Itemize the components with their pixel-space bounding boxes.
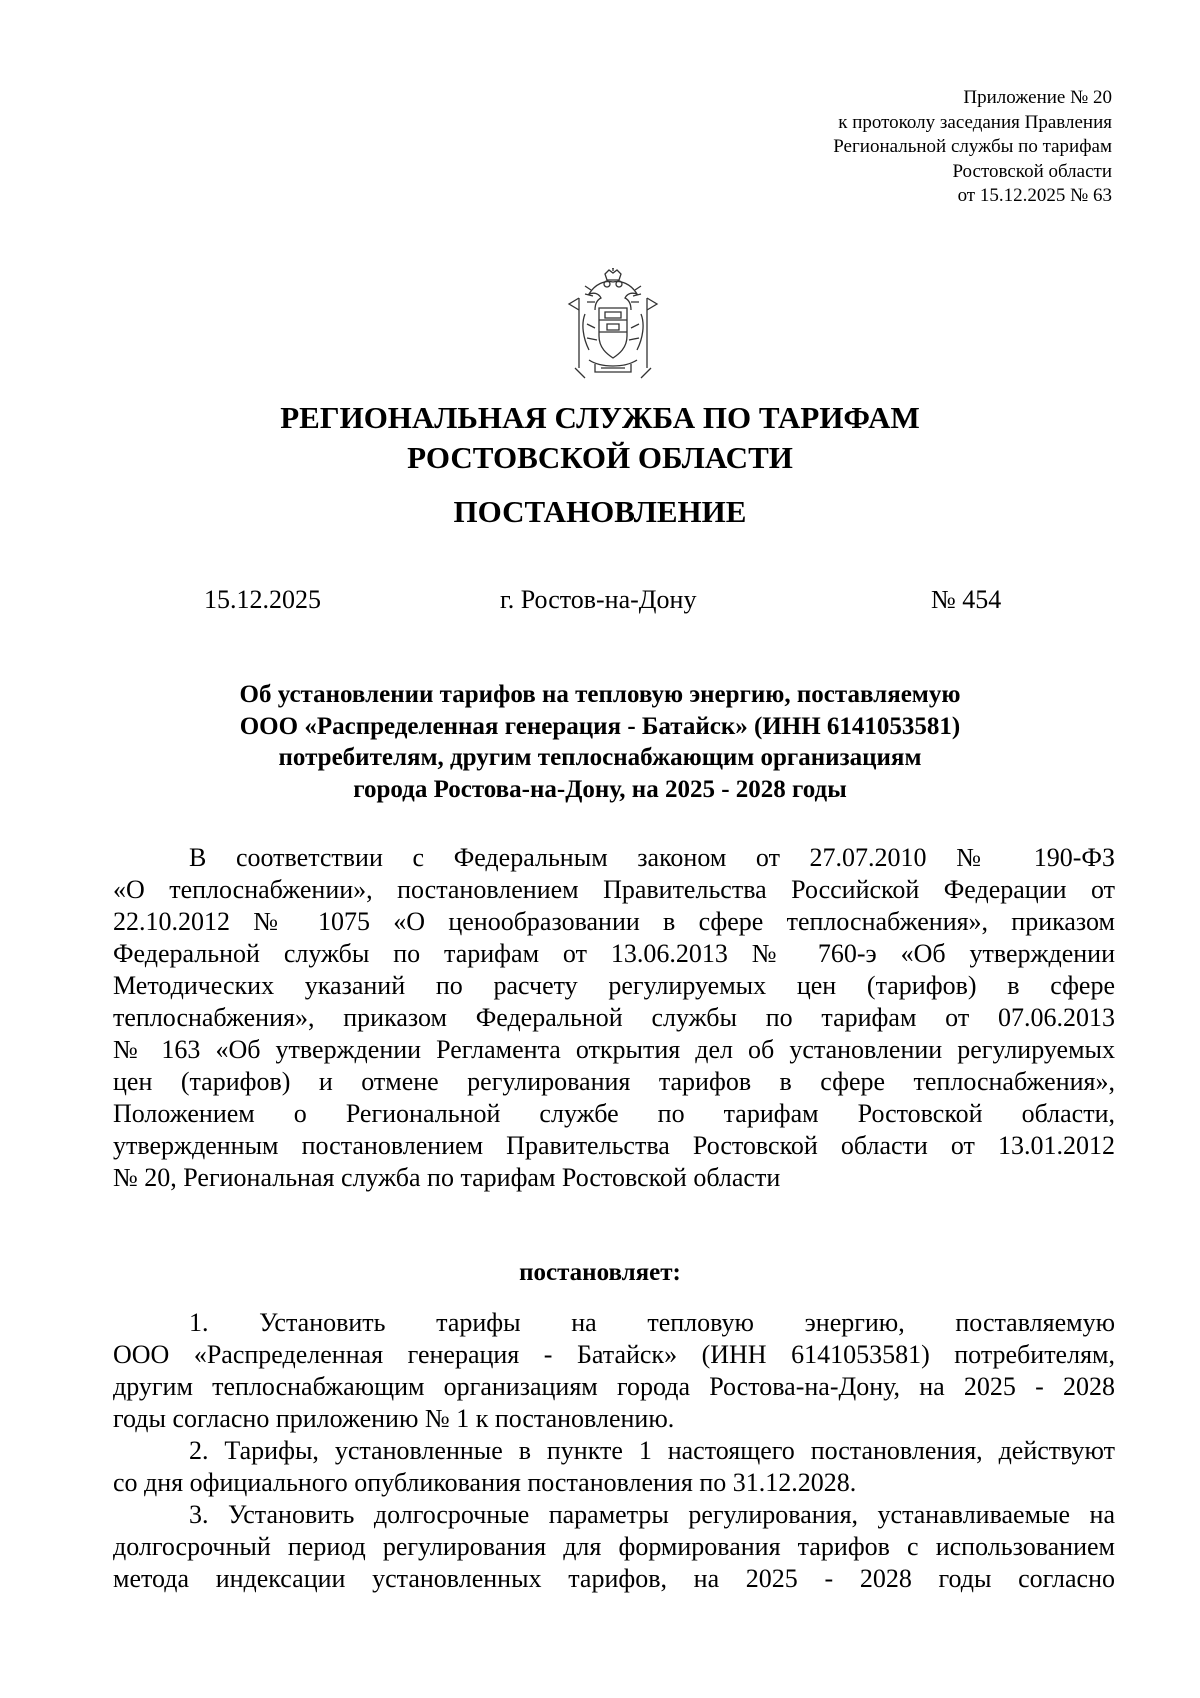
paragraph-line: № 20, Региональная служба по тарифам Ростовской области (113, 1163, 781, 1192)
organization-title-line: РОСТОВСКОЙ ОБЛАСТИ (407, 440, 793, 475)
item-2-line: со дня официального опубликования постановления по 31.12.2028. (113, 1468, 857, 1497)
subject-line: потребителям, другим теплоснабжающим организациям (278, 744, 922, 771)
item-3-line: 3. Установить долгосрочные параметры регулирования, устанавливаемые на (189, 1500, 1115, 1529)
subject-line: Об установлении тарифов на тепловую энергию, поставляемую (239, 681, 961, 708)
paragraph-line: 22.10.2012 № 1075 «О ценообразовании в сфере теплоснабжения», приказом (113, 907, 1115, 936)
appendix-line: Приложение № 20 (963, 87, 1112, 108)
item-1-line: ООО «Распределенная генерация - Батайск» (ИНН 6141053581) потребителям, (113, 1340, 1115, 1369)
resolution-items (113, 1307, 1115, 1595)
item-2-line: 2. Тарифы, установленные в пункте 1 настоящего постановления, действуют (189, 1436, 1115, 1465)
paragraph-line: № 163 «Об утверждении Регламента открытия дел об установлении регулируемых (113, 1035, 1115, 1064)
organization-title-line: РЕГИОНАЛЬНАЯ СЛУЖБА ПО ТАРИФАМ (280, 400, 920, 435)
item-1-line: другим теплоснабжающим организациям города Ростова-на-Дону, на 2025 - 2028 (113, 1372, 1115, 1401)
document-number: № 454 (931, 585, 1002, 614)
document-subject (0, 679, 1200, 805)
paragraph-line: В соответствии с Федеральным законом от 27.07.2010 № 190-ФЗ (189, 843, 1115, 872)
item-1-line: 1. Установить тарифы на тепловую энергию, поставляемую (189, 1308, 1115, 1337)
item-3-line: метода индексации установленных тарифов, на 2025 - 2028 годы согласно (113, 1564, 1115, 1593)
document-date: 15.12.2025 (204, 585, 321, 614)
subject-line: города Ростова-на-Дону, на 2025 - 2028 годы (353, 775, 847, 803)
appendix-line: Ростовской области (952, 160, 1112, 182)
preamble-paragraph (113, 842, 1115, 1194)
paragraph-line: Методических указаний по расчету регулируемых цен (тарифов) в сфере (113, 971, 1115, 1000)
resolves-heading: постановляет: (519, 1259, 681, 1286)
appendix-note (833, 86, 1112, 209)
item-1-line: годы согласно приложению № 1 к постановлению. (113, 1404, 675, 1433)
paragraph-line: «О теплоснабжении», постановлением Правительства Российской Федерации от (113, 875, 1115, 904)
subject-line: ООО «Распределенная генерация - Батайск» (ИНН 6141053581) (239, 712, 961, 740)
paragraph-line: Федеральной службы по тарифам от 13.06.2013 № 760-э «Об утверждении (113, 939, 1115, 968)
paragraph-line: утвержденным постановлением Правительства Ростовской области от 13.01.2012 (113, 1131, 1115, 1160)
document-type: ПОСТАНОВЛЕНИЕ (453, 494, 747, 529)
item-3-line: долгосрочный период регулирования для формирования тарифов с использованием (113, 1532, 1115, 1561)
document-city: г. Ростов-на-Дону (500, 585, 697, 614)
paragraph-line: Положением о Региональной службе по тарифам Ростовской области, (113, 1099, 1115, 1128)
coat-of-arms-icon (565, 268, 661, 380)
appendix-line: Региональной службы по тарифам (833, 136, 1112, 157)
appendix-line: к протоколу заседания Правления (838, 111, 1112, 133)
paragraph-line: теплоснабжения», приказом Федеральной службы по тарифам от 07.06.2013 (113, 1003, 1115, 1032)
appendix-line: от 15.12.2025 № 63 (957, 185, 1112, 206)
paragraph-line: цен (тарифов) и отмене регулирования тарифов в сфере теплоснабжения», (113, 1067, 1115, 1096)
organization-title (0, 398, 1200, 478)
